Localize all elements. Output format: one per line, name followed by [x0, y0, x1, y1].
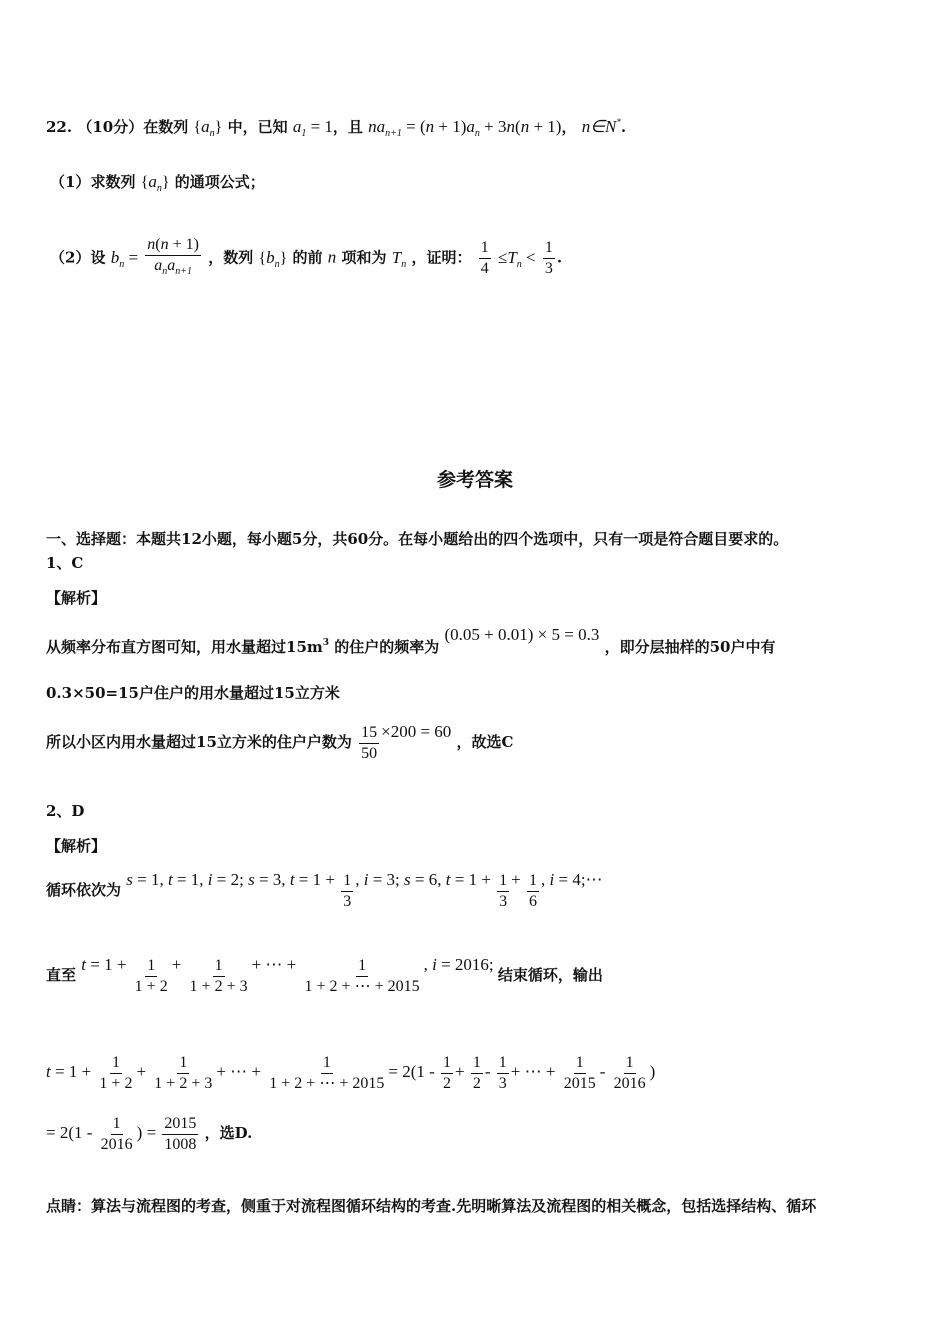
page-title: 参考答案 — [436, 469, 513, 491]
answer-2-line-3 — [46, 1052, 655, 1094]
part-label: （1） — [50, 173, 91, 191]
analysis-label: 【解析】 — [46, 837, 107, 855]
part-1-line — [50, 172, 265, 199]
answer-1-label: 1、C — [46, 554, 84, 572]
part-label: （2） — [50, 248, 91, 267]
part-text: ，数列 — [208, 248, 254, 267]
inequality: $\le T_n$ < — [497, 247, 536, 270]
sequence-an: $\{a_n\}$ — [193, 117, 223, 139]
fraction-one-quarter: $\frac{1}{4}$ — [480, 239, 489, 278]
answer-1-line-1: 从频率分布直方图可知，用水量超过$15m^3$ 的住户的频率为 (0.05 + 0.01) × 5 = 0.3 ，即分层抽样的50户中有 — [46, 625, 776, 656]
tip-line: 点睛：算法与流程图的考查，侧重于对流程图循环结构的考查.先明晰算法及流程图的相关概念，包括选择结构、循环 — [46, 1197, 817, 1215]
fraction-15-50: $\frac{15}{50}$ — [361, 723, 378, 762]
section-heading: 一、选择题：本题共12小题，每小题5分，共60分。在每小题给出的四个选项中，只有一项是符合题目要求的。 — [46, 530, 789, 548]
formula-bn: $b_n$ = — [110, 247, 139, 270]
variable-n: n — [327, 247, 337, 267]
answer-2-line-4: = 2(1 - $\frac{1}{2016}$ ) = $\frac{2015}{1008}$ ，选D. — [46, 1114, 253, 1153]
answer-2-line-1: 循环依次为 s = 1, t = 1, i = 2; s = 3, t = 1 + $\frac{1}{3}$ , i = 3; s = 6, t = 1 + $\frac{1}{3}$ + $\frac{1}{6}$ , i = 4;⋯ — [46, 870, 603, 910]
part-text: ，证明： — [411, 248, 472, 267]
analysis-label: 【解析】 — [46, 589, 107, 607]
loop-end-condition: t = 1 + $\frac{1}{1 + 2}$ + $\frac{1}{1 + 2 + 3}$ + ⋯ + $\frac{1}{1 + 2 + \cdots + 2015}$ , i = 2016; — [81, 955, 494, 995]
result-formula: = 2(1 - $\frac{1}{2016}$ ) = $\frac{2015}{1008}$ — [46, 1114, 197, 1153]
part-text: 的通项公式； — [174, 173, 265, 191]
part-text: 项和为 — [341, 248, 387, 267]
question-end: . — [620, 118, 627, 136]
sequence-bn: $\{b_n\}$ — [258, 247, 288, 270]
sequence-an: $\{a_n\}$ — [140, 172, 170, 194]
part-text: 设 — [90, 248, 106, 267]
fraction-bn: $\frac{n(n + 1)}{a_na_{n+1}}$ — [147, 236, 199, 278]
loop-sequence: s = 1, t = 1, i = 2; s = 3, t = 1 + $\frac{1}{3}$ , i = 3; s = 6, t = 1 + $\frac{1}{3}$ + $\frac{1}{6}$ , i = 4;⋯ — [126, 870, 603, 910]
formula-households: ×200 = 60 — [381, 722, 452, 741]
part-2-line: （2）设 $b_n$ = $\frac{n(n + 1)}{a_na_{n+1}}$ ，数列 $\{b_n\}$ 的前 n 项和为 $T_n$ ，证明： $\frac{1}{4}$ $\le T_n$ < $\frac{1}{3}$ . — [50, 235, 562, 285]
question-text: ，且 — [332, 118, 363, 136]
question-text: 在数列 — [143, 118, 189, 136]
answer-2-line-2: 直至 t = 1 + $\frac{1}{1 + 2}$ + $\frac{1}{1 + 2 + 3}$ + ⋯ + $\frac{1}{1 + 2 + \cdots + 2015}$ , i = 2016; 结束循环，输出 — [46, 955, 603, 995]
question-22-line: 22. （10分）在数列 $\{a_n\}$ 中，已知 $a_1 = 1$，且 $na_{n+1} = (n + 1)a_n + 3n(n + 1)$， n∈N*. — [46, 117, 627, 139]
fraction-one-third: $\frac{1}{3}$ — [544, 239, 553, 278]
formula-a1: $a_1 = 1$ — [292, 117, 333, 139]
answer-1-line-2: 0.3×50=15户住户的用水量超过15立方米 — [46, 684, 340, 702]
question-text: 中，已知 — [227, 118, 288, 136]
variable-Tn: $T_n$ — [391, 247, 407, 270]
formula-recurrence: $na_{n+1} = (n + 1)a_n + 3n(n + 1)$ — [368, 117, 562, 139]
output-formula: t = 1 + $\frac{1}{1 + 2}$ + $\frac{1}{1 + 2 + 3}$ + ⋯ + $\frac{1}{1 + 2 + \cdots + 2015}$ = 2(1 - $\frac{1}{2}$ + $\frac{1}{2}$ - $\frac{1}{3}$ + ⋯ + $\frac{1}{2015}$ - $\frac{1}{2016}$ ) — [46, 1053, 656, 1092]
question-points: （10分） — [77, 118, 144, 136]
part-text: 的前 — [292, 248, 323, 267]
part-text: 求数列 — [90, 173, 136, 191]
answer-2-label: 2、D — [46, 802, 85, 820]
question-number: 22. — [46, 118, 73, 136]
formula-frequency: (0.05 + 0.01) × 5 = 0.3 — [444, 625, 600, 644]
formula-n-domain: n∈N* — [581, 117, 621, 136]
answer-1-line-3: 所以小区内用水量超过15立方米的住户户数为 $\frac{15}{50}$ ×200 = 60 ，故选C — [46, 722, 514, 762]
